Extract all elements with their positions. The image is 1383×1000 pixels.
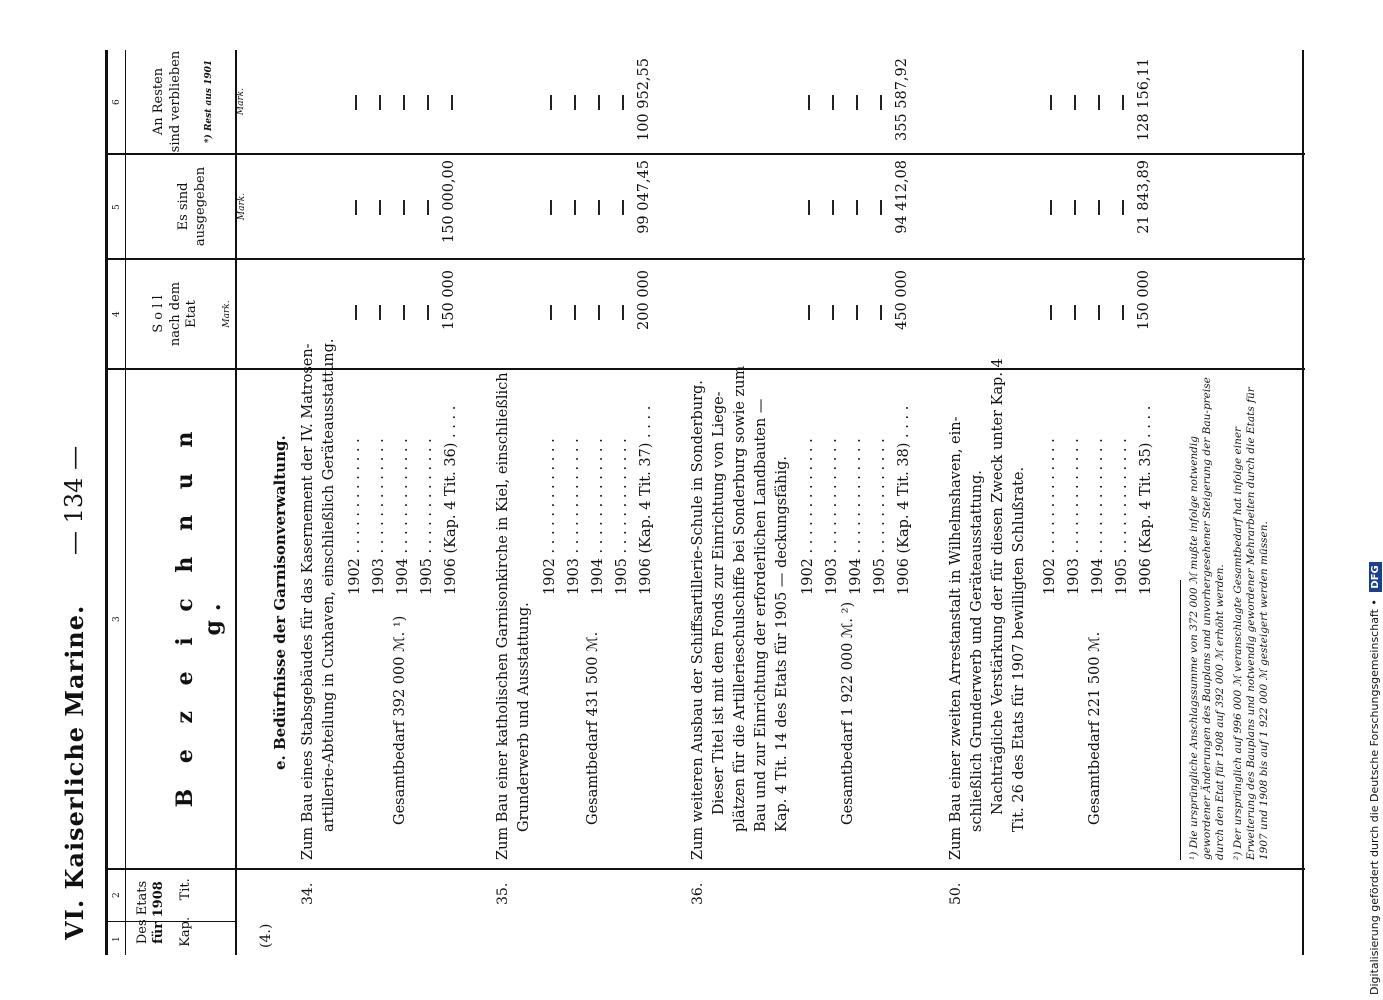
- entry-35-line-1: Zum Bau einer katholischen Garnisonkirche in Kiel, einschließlich: [495, 372, 511, 860]
- entry-34-soll-dash-4: [427, 305, 429, 320]
- entry-50-soll-dash-4: [1122, 305, 1124, 320]
- entry-35-soll: 200 000: [636, 270, 652, 330]
- entry-34-line-2: artillerie-Abteilung in Cuxhaven, einschließlich Geräteausstattung.: [321, 338, 337, 832]
- entry-36-line-5: Kap. 4 Tit. 14 des Etats für 1905 — deckungsfähig.: [774, 456, 790, 832]
- footnote-1: ¹) Die ursprüngliche Anschlagssumme von 372 000 ℳ mußte infolge notwendig gewordener Änderungen des Bauplans und unvorhergesehener Steigerung der Bau-preise durch den Etat für 1908 auf 392 000 ℳ erhöht werden.: [1188, 377, 1226, 860]
- entry-tit-50: 50.: [948, 882, 964, 905]
- col-number-3: 3: [112, 616, 122, 622]
- entry-36-rest-dash-3: [856, 95, 858, 110]
- entry-35-year-1903: 1903 . . . . . . . . . . . . .: [566, 438, 582, 595]
- entry-35-year-1904: 1904 . . . . . . . . . . . . .: [590, 438, 606, 595]
- entry-35-soll-dash-2: [574, 305, 576, 320]
- entry-50-year-1905: 1905 . . . . . . . . . . . . .: [1114, 438, 1130, 595]
- entry-34-ausg-dash-1: [355, 200, 357, 215]
- footnote-rule: [1180, 580, 1181, 860]
- entry-36-year-1903: 1903 . . . . . . . . . . . . .: [824, 438, 840, 595]
- entry-34-soll-dash-2: [379, 305, 381, 320]
- entry-50-line-3: Nachträgliche Verstärkung der für diesen Zweck unter Kap. 4: [990, 358, 1006, 815]
- col-sep-4: [105, 258, 1305, 260]
- entry-34-rest-dash-2: [379, 95, 381, 110]
- footnote-2: ²) Der ursprünglich auf 996 000 ℳ veranschlagte Gesamtbedarf hat infolge einer Erweiterung des Bauplans und notwendig gewordener Mehrarbeiten durch die Etats für 1907 und 1908 bis auf 1 922 000 ℳ gesteigert werden müssen.: [1232, 387, 1270, 860]
- entry-50-year-1904: 1904 . . . . . . . . . . . . .: [1090, 438, 1106, 595]
- entry-34-ausg-dash-3: [403, 200, 405, 215]
- entry-34-soll: 150 000: [441, 270, 457, 330]
- entry-50-soll-dash-3: [1098, 305, 1100, 320]
- entry-36-year-1906: 1906 (Kap. 4 Tit. 38) . . . .: [896, 405, 912, 595]
- entry-50-rest-dash-4: [1122, 95, 1124, 110]
- col-sep-2: [105, 868, 1305, 870]
- entry-50-line-4: Tit. 26 des Etats für 1907 bewilligten Schlußrate.: [1011, 466, 1027, 832]
- entry-34-ausg-dash-4: [427, 200, 429, 215]
- col-sep-5: [105, 153, 1305, 155]
- entry-36-soll-dash-3: [856, 305, 858, 320]
- entry-36-ausg-dash-1: [808, 200, 810, 215]
- entry-35-ausgegeben: 99 047,45: [636, 160, 652, 234]
- entry-50-rest-dash-1: [1050, 95, 1052, 110]
- entry-36-rest-dash-4: [880, 95, 882, 110]
- entry-34-year-1904: 1904 . . . . . . . . . . . . .: [395, 438, 411, 595]
- entry-34-rest-dash-4: [427, 95, 429, 110]
- col5-heading: [160, 155, 265, 258]
- entry-50-year-1903: 1903 . . . . . . . . . . . . .: [1066, 438, 1082, 595]
- entry-34-year-1905: 1905 . . . . . . . . . . . . .: [419, 438, 435, 595]
- entry-35-soll-dash-3: [598, 305, 600, 320]
- entry-35-line-2: Grunderwerb und Ausstattung.: [516, 602, 532, 832]
- col12-header: [135, 870, 194, 955]
- entry-35-year-1905: 1905 . . . . . . . . . . . . .: [614, 438, 630, 595]
- col4-unit: Mark.: [222, 300, 233, 328]
- entry-35-ausg-dash-3: [598, 200, 600, 215]
- entry-35-year-1906: 1906 (Kap. 4 Tit. 37) . . . .: [638, 405, 654, 595]
- entry-50-line-1: Zum Bau einer zweiten Arrestanstalt in Wilhelmshaven, ein-: [948, 416, 964, 860]
- entry-36-soll-dash-1: [808, 305, 810, 320]
- col-sep-3: [105, 368, 1305, 370]
- entry-50-year-1906: 1906 (Kap. 4 Tit. 35) . . . .: [1138, 405, 1154, 595]
- col4-label: S o l l nach dem Etat: [151, 281, 199, 347]
- credit-label: Digitalisierung gefördert durch die Deutsche Forschungsgemeinschaft •: [1368, 599, 1381, 995]
- entry-35-rest-dash-2: [574, 95, 576, 110]
- col4-heading: [135, 260, 250, 368]
- entry-tit-34: 34.: [300, 882, 316, 905]
- col6-unit: Mark.: [235, 87, 246, 116]
- col-tit-label: Tit.: [177, 878, 193, 901]
- col6-note: *) Rest aus 1901: [204, 59, 214, 144]
- col-number-1: 1: [112, 936, 122, 942]
- entry-35-rest-dash-4: [622, 95, 624, 110]
- entry-36-line-2: Dieser Titel ist mit dem Fonds zur Einrichtung von Liege-: [711, 391, 727, 815]
- entry-35-year-1902: 1902 . . . . . . . . . . . . .: [542, 438, 558, 595]
- entry-50-ausg-dash-4: [1122, 200, 1124, 215]
- col-kap-label: Kap.: [177, 916, 193, 947]
- entry-35-soll-dash-4: [622, 305, 624, 320]
- entry-34-ausg-dash-2: [379, 200, 381, 215]
- entry-50-year-1902: 1902 . . . . . . . . . . . . .: [1042, 438, 1058, 595]
- entry-50-soll-dash-2: [1074, 305, 1076, 320]
- entry-50-rest-dash-2: [1074, 95, 1076, 110]
- entry-50-ausg-dash-2: [1074, 200, 1076, 215]
- col-number-6: 6: [112, 99, 122, 105]
- entry-36-soll-dash-4: [880, 305, 882, 320]
- entry-50-gesamt: Gesamtbedarf 221 500 ℳ.: [1087, 631, 1103, 825]
- entry-50-soll: 150 000: [1136, 270, 1152, 330]
- entry-tit-35: 35.: [495, 882, 511, 905]
- entry-50-soll-dash-1: [1050, 305, 1052, 320]
- entry-50-ausg-dash-3: [1098, 200, 1100, 215]
- entry-36-line-3: plätzen für die Artillerieschulschiffe bei Sonderburg sowie zum: [732, 365, 748, 832]
- entry-tit-36: 36.: [690, 882, 706, 905]
- entry-36-ausg-dash-2: [832, 200, 834, 215]
- entry-34-rest-dash-1: [355, 95, 357, 110]
- kap-value: (4.): [258, 923, 274, 948]
- credit-text: [1368, 562, 1381, 995]
- entry-36-soll-dash-2: [832, 305, 834, 320]
- entry-36-year-1902: 1902 . . . . . . . . . . . . .: [800, 438, 816, 595]
- entry-35-rest-dash-3: [598, 95, 600, 110]
- entry-36-line-1: Zum weiteren Ausbau der Schiffsartillerie-Schule in Sonderburg.: [690, 380, 706, 860]
- entry-36-gesamt: Gesamtbedarf 1 922 000 ℳ. ²): [840, 601, 856, 825]
- entry-35-gesamt: Gesamtbedarf 431 500 ℳ.: [585, 631, 601, 825]
- col6-heading: [135, 50, 263, 153]
- entry-35-ausg-dash-4: [622, 200, 624, 215]
- entry-36-rest-dash-2: [832, 95, 834, 110]
- entry-34-rest-dash-3: [403, 95, 405, 110]
- entry-36-rest-dash-1: [808, 95, 810, 110]
- entry-35-reste: 100 952,55: [636, 58, 652, 142]
- entry-36-year-1904: 1904 . . . . . . . . . . . . .: [848, 438, 864, 595]
- entry-35-ausg-dash-2: [574, 200, 576, 215]
- entry-35-rest-dash-1: [550, 95, 552, 110]
- entry-50-ausg-dash-1: [1050, 200, 1052, 215]
- page-number: — 134 —: [60, 445, 88, 555]
- entry-34-ausgegeben: 150 000,00: [441, 160, 457, 244]
- entry-36-ausgegeben: 94 412,08: [894, 160, 910, 234]
- entry-36-reste: 355 587,92: [894, 58, 910, 142]
- section-title: VI. Kaiserliche Marine.: [60, 604, 89, 940]
- col6-label: An Resten sind verblieben: [151, 50, 183, 153]
- dfg-logo: DFG: [1369, 562, 1382, 591]
- col-numbers-rule: [125, 50, 126, 955]
- entry-34-gesamt: Gesamtbedarf 392 000 ℳ. ¹): [392, 615, 408, 825]
- entry-34-year-1903: 1903 . . . . . . . . . . . . .: [371, 438, 387, 595]
- table-top-rule: [105, 50, 108, 955]
- col5-unit: Mark.: [237, 192, 247, 221]
- entry-35-ausg-dash-1: [550, 200, 552, 215]
- entry-36-line-4: Bau und zur Einrichtung der erforderlichen Landbauten —: [753, 398, 769, 832]
- col-number-2: 2: [112, 892, 122, 898]
- entry-36-ausg-dash-4: [880, 200, 882, 215]
- entry-34-rest-dash-5: [451, 95, 453, 110]
- entry-35-soll-dash-1: [550, 305, 552, 320]
- table-bottom-rule: [1302, 50, 1304, 955]
- entry-34-line-1: Zum Bau eines Stabsgebäudes für das Kasernement der IV. Matrosen-: [300, 343, 316, 860]
- entry-34-soll-dash-1: [355, 305, 357, 320]
- entry-50-line-2: schließlich Grunderwerb und Geräteausstattung.: [969, 470, 985, 832]
- entry-36-year-1905: 1905 . . . . . . . . . . . . .: [872, 438, 888, 595]
- entry-50-rest-dash-3: [1098, 95, 1100, 110]
- entry-50-reste: 128 156,11: [1136, 58, 1152, 142]
- entry-50-ausgegeben: 21 843,89: [1136, 160, 1152, 234]
- entry-34-year-1906: 1906 (Kap. 4 Tit. 36) . . . .: [443, 405, 459, 595]
- col3-heading: B e z e i c h n u n g.: [172, 422, 226, 808]
- entry-36-ausg-dash-3: [856, 200, 858, 215]
- entry-34-soll-dash-3: [403, 305, 405, 320]
- entry-34-year-1902: 1902 . . . . . . . . . . . . .: [347, 438, 363, 595]
- section-heading: e. Bedürfnisse der Garnisonverwaltung.: [271, 435, 289, 770]
- col-number-4: 4: [112, 311, 122, 317]
- col5-label: Es sind ausgegeben: [176, 166, 208, 247]
- col-number-5: 5: [112, 204, 122, 210]
- entry-36-soll: 450 000: [894, 270, 910, 330]
- col12-year: für 1908: [151, 881, 167, 944]
- col12-header-label: Des Etats: [135, 880, 150, 945]
